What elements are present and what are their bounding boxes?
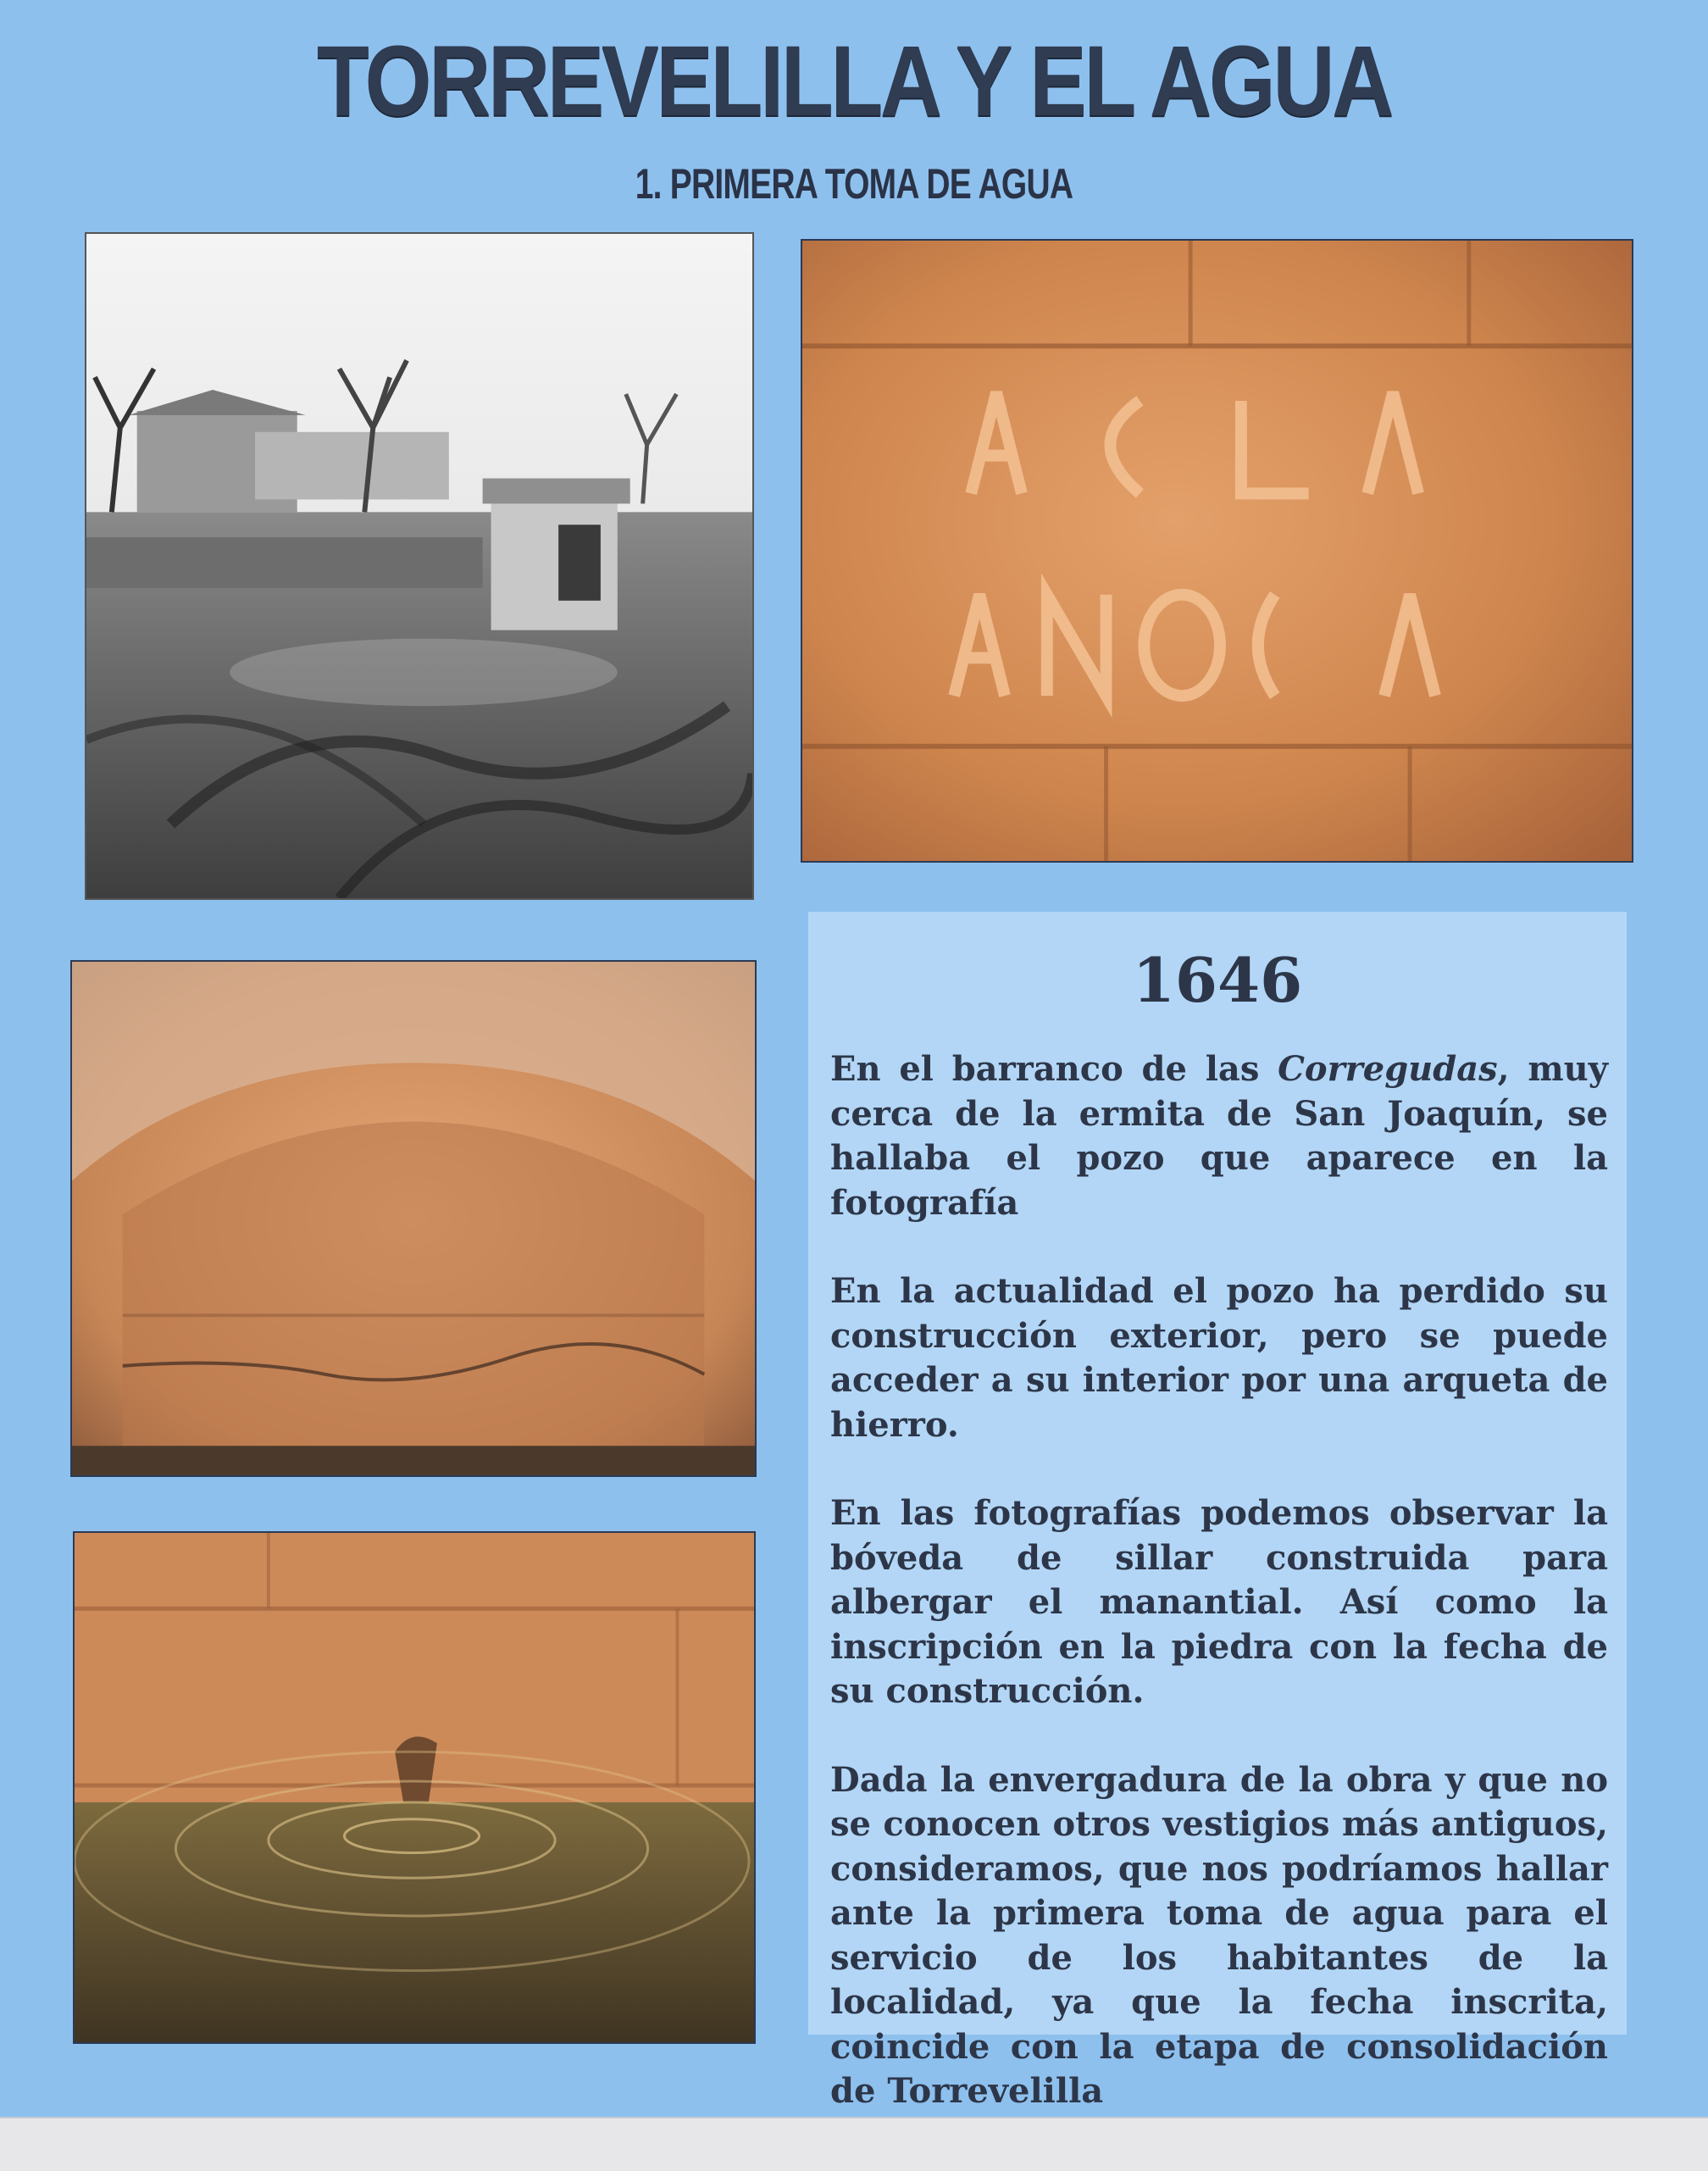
paragraph-conclusion: Dada la envergadura de la obra y que no se conocen otros vestigios más antiguos, consideramos, que nos podríamos hallar ante la primera toma de agua para el servicio de los habitantes de la localidad, ya que la fecha inscrita, coincide con la etapa de consolidación de Torrevelilla bbox=[830, 1759, 1608, 2111]
paragraph-location bbox=[830, 1047, 1608, 1225]
paragraph-photos: En las fotografías podemos observar la bóveda de sillar construida para albergar el manantial. Así como la inscripción en la piedra con la fecha de su construcción. bbox=[830, 1493, 1608, 1711]
photo-spring-water bbox=[73, 1531, 756, 2044]
construction-year: 1646 bbox=[1132, 944, 1303, 1016]
paragraph-location-end: , muy cerca de la ermita de San Joaquín, se hallaba el pozo que aparece en la fotografía bbox=[830, 1049, 1608, 1223]
page-subtitle: 1. PRIMERA TOMA DE AGUA bbox=[635, 160, 1073, 208]
photo-historic-well bbox=[85, 232, 754, 900]
info-body bbox=[830, 1047, 1608, 2158]
paragraph-location-start: En el barranco de las bbox=[830, 1049, 1278, 1089]
info-panel bbox=[808, 912, 1627, 2111]
place-name-corregudas: Corregudas bbox=[1278, 1049, 1498, 1089]
photo-vault-interior bbox=[70, 960, 757, 1477]
bottom-bar bbox=[0, 2117, 1708, 2171]
paragraph-current-state: En la actualidad el pozo ha perdido su construcción exterior, pero se puede acceder a su interior por una arqueta de hierro. bbox=[830, 1271, 1608, 1445]
photo-stone-inscription bbox=[801, 239, 1633, 863]
page-title: TORREVELILLA Y EL AGUA bbox=[316, 25, 1392, 137]
